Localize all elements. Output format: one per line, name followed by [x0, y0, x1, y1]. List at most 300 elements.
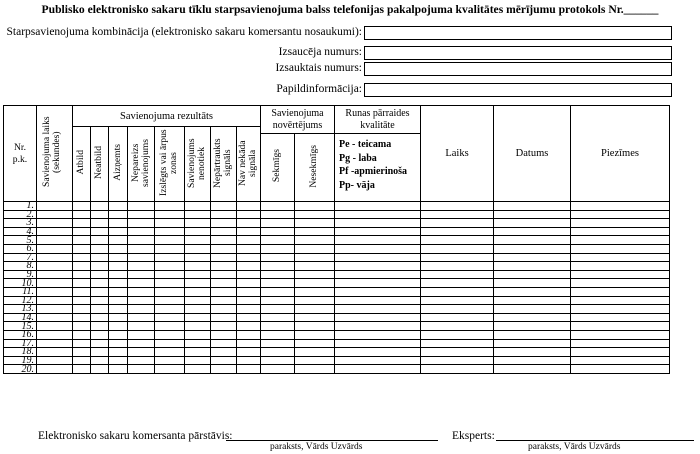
table-cell[interactable] — [37, 244, 73, 253]
table-cell[interactable] — [335, 305, 421, 314]
table-cell[interactable] — [155, 210, 185, 219]
table-cell[interactable] — [571, 313, 670, 322]
table-cell[interactable] — [295, 348, 335, 357]
table-cell[interactable] — [185, 348, 211, 357]
table-cell[interactable] — [128, 210, 155, 219]
table-cell[interactable] — [155, 219, 185, 228]
table-cell[interactable] — [128, 296, 155, 305]
table-cell[interactable] — [91, 348, 109, 357]
table-cell[interactable] — [295, 330, 335, 339]
table-cell[interactable] — [155, 356, 185, 365]
table-cell[interactable] — [109, 322, 128, 331]
table-cell[interactable] — [237, 365, 261, 374]
table-cell[interactable] — [571, 270, 670, 279]
table-cell[interactable] — [261, 202, 295, 211]
table-cell[interactable] — [73, 305, 91, 314]
table-cell[interactable] — [261, 313, 295, 322]
table-cell[interactable] — [237, 305, 261, 314]
table-cell[interactable] — [185, 305, 211, 314]
table-cell[interactable] — [128, 202, 155, 211]
table-cell[interactable] — [295, 262, 335, 271]
table-cell[interactable] — [91, 236, 109, 245]
caller-number-field[interactable] — [364, 46, 672, 60]
table-cell[interactable] — [185, 365, 211, 374]
table-cell[interactable] — [185, 202, 211, 211]
table-cell[interactable] — [109, 279, 128, 288]
table-cell[interactable] — [295, 296, 335, 305]
table-cell[interactable] — [211, 356, 237, 365]
table-cell[interactable] — [185, 313, 211, 322]
table-cell[interactable] — [261, 330, 295, 339]
table-cell[interactable] — [73, 227, 91, 236]
table-cell[interactable] — [91, 253, 109, 262]
table-cell[interactable] — [237, 356, 261, 365]
table-cell[interactable] — [261, 236, 295, 245]
table-cell[interactable] — [185, 236, 211, 245]
table-cell[interactable] — [421, 313, 494, 322]
table-cell[interactable] — [211, 210, 237, 219]
table-cell[interactable] — [571, 322, 670, 331]
table-cell[interactable] — [295, 287, 335, 296]
table-cell[interactable] — [128, 322, 155, 331]
table-cell[interactable] — [155, 313, 185, 322]
table-cell[interactable] — [73, 210, 91, 219]
table-cell[interactable] — [421, 244, 494, 253]
table-cell[interactable] — [494, 330, 571, 339]
table-cell[interactable] — [421, 279, 494, 288]
table-cell[interactable] — [494, 262, 571, 271]
table-cell[interactable] — [128, 279, 155, 288]
table-cell[interactable] — [335, 296, 421, 305]
table-cell[interactable] — [494, 244, 571, 253]
table-cell[interactable] — [91, 305, 109, 314]
table-cell[interactable] — [37, 219, 73, 228]
table-cell[interactable] — [91, 365, 109, 374]
table-cell[interactable] — [211, 253, 237, 262]
table-cell[interactable] — [211, 227, 237, 236]
table-cell[interactable] — [185, 227, 211, 236]
table-cell[interactable] — [109, 287, 128, 296]
table-cell[interactable] — [128, 219, 155, 228]
table-cell[interactable] — [261, 270, 295, 279]
table-cell[interactable] — [335, 313, 421, 322]
table-cell[interactable] — [211, 287, 237, 296]
table-cell[interactable] — [155, 227, 185, 236]
table-cell[interactable] — [261, 322, 295, 331]
table-cell[interactable] — [155, 270, 185, 279]
table-cell[interactable] — [295, 219, 335, 228]
table-cell[interactable] — [155, 296, 185, 305]
combination-field[interactable] — [364, 26, 672, 40]
table-cell[interactable] — [155, 236, 185, 245]
table-cell[interactable] — [109, 356, 128, 365]
table-cell[interactable] — [261, 287, 295, 296]
table-cell[interactable] — [109, 253, 128, 262]
table-cell[interactable] — [128, 330, 155, 339]
table-cell[interactable] — [261, 296, 295, 305]
table-cell[interactable] — [185, 330, 211, 339]
table-cell[interactable] — [261, 210, 295, 219]
table-cell[interactable] — [109, 270, 128, 279]
table-cell[interactable] — [295, 279, 335, 288]
table-cell[interactable] — [335, 322, 421, 331]
table-cell[interactable] — [109, 339, 128, 348]
table-cell[interactable] — [571, 287, 670, 296]
table-cell[interactable] — [128, 227, 155, 236]
table-cell[interactable] — [211, 244, 237, 253]
table-cell[interactable] — [335, 244, 421, 253]
table-cell[interactable] — [91, 313, 109, 322]
table-cell[interactable] — [335, 219, 421, 228]
table-cell[interactable] — [494, 236, 571, 245]
table-cell[interactable] — [73, 202, 91, 211]
table-cell[interactable] — [155, 253, 185, 262]
table-cell[interactable] — [237, 253, 261, 262]
table-cell[interactable] — [109, 305, 128, 314]
table-cell[interactable] — [109, 313, 128, 322]
table-cell[interactable] — [185, 296, 211, 305]
table-cell[interactable] — [295, 202, 335, 211]
table-cell[interactable] — [155, 322, 185, 331]
table-cell[interactable] — [185, 262, 211, 271]
table-cell[interactable] — [155, 287, 185, 296]
table-cell[interactable] — [37, 279, 73, 288]
table-cell[interactable] — [37, 330, 73, 339]
table-cell[interactable] — [237, 287, 261, 296]
table-cell[interactable] — [91, 287, 109, 296]
table-cell[interactable] — [211, 296, 237, 305]
table-cell[interactable] — [237, 202, 261, 211]
table-cell[interactable] — [211, 202, 237, 211]
table-cell[interactable] — [91, 227, 109, 236]
table-cell[interactable] — [494, 348, 571, 357]
table-cell[interactable] — [335, 279, 421, 288]
table-cell[interactable] — [571, 227, 670, 236]
table-cell[interactable] — [421, 365, 494, 374]
table-cell[interactable] — [237, 227, 261, 236]
table-cell[interactable] — [261, 305, 295, 314]
table-cell[interactable] — [91, 339, 109, 348]
table-cell[interactable] — [421, 210, 494, 219]
table-cell[interactable] — [295, 270, 335, 279]
table-cell[interactable] — [109, 219, 128, 228]
table-cell[interactable] — [91, 270, 109, 279]
table-cell[interactable] — [37, 287, 73, 296]
table-cell[interactable] — [295, 236, 335, 245]
table-cell[interactable] — [335, 330, 421, 339]
table-cell[interactable] — [37, 236, 73, 245]
table-cell[interactable] — [37, 339, 73, 348]
table-cell[interactable] — [571, 330, 670, 339]
table-cell[interactable] — [571, 202, 670, 211]
table-cell[interactable] — [421, 322, 494, 331]
table-cell[interactable] — [261, 279, 295, 288]
table-cell[interactable] — [237, 236, 261, 245]
table-cell[interactable] — [128, 339, 155, 348]
table-cell[interactable] — [185, 339, 211, 348]
table-cell[interactable] — [261, 227, 295, 236]
table-cell[interactable] — [335, 339, 421, 348]
table-cell[interactable] — [335, 348, 421, 357]
table-cell[interactable] — [37, 210, 73, 219]
table-cell[interactable] — [109, 262, 128, 271]
table-cell[interactable] — [109, 348, 128, 357]
table-cell[interactable] — [494, 227, 571, 236]
table-cell[interactable] — [128, 244, 155, 253]
table-cell[interactable] — [109, 330, 128, 339]
table-cell[interactable] — [185, 210, 211, 219]
table-cell[interactable] — [571, 219, 670, 228]
table-cell[interactable] — [128, 348, 155, 357]
table-cell[interactable] — [73, 296, 91, 305]
table-cell[interactable] — [295, 253, 335, 262]
table-cell[interactable] — [73, 262, 91, 271]
table-cell[interactable] — [261, 339, 295, 348]
table-cell[interactable] — [237, 313, 261, 322]
table-cell[interactable] — [335, 202, 421, 211]
table-cell[interactable] — [128, 253, 155, 262]
table-cell[interactable] — [571, 210, 670, 219]
table-cell[interactable] — [91, 210, 109, 219]
table-cell[interactable] — [91, 262, 109, 271]
table-cell[interactable] — [571, 253, 670, 262]
table-cell[interactable] — [155, 305, 185, 314]
table-cell[interactable] — [421, 356, 494, 365]
table-cell[interactable] — [237, 279, 261, 288]
table-cell[interactable] — [295, 322, 335, 331]
table-cell[interactable] — [494, 365, 571, 374]
table-cell[interactable] — [37, 227, 73, 236]
table-cell[interactable] — [91, 322, 109, 331]
table-cell[interactable] — [421, 287, 494, 296]
table-cell[interactable] — [91, 219, 109, 228]
table-cell[interactable] — [295, 356, 335, 365]
table-cell[interactable] — [571, 339, 670, 348]
table-cell[interactable] — [37, 365, 73, 374]
table-cell[interactable] — [185, 219, 211, 228]
table-cell[interactable] — [185, 244, 211, 253]
table-cell[interactable] — [335, 356, 421, 365]
table-cell[interactable] — [295, 244, 335, 253]
table-cell[interactable] — [421, 296, 494, 305]
table-cell[interactable] — [421, 348, 494, 357]
table-cell[interactable] — [109, 210, 128, 219]
table-cell[interactable] — [211, 279, 237, 288]
table-cell[interactable] — [261, 244, 295, 253]
table-cell[interactable] — [421, 270, 494, 279]
table-cell[interactable] — [73, 270, 91, 279]
table-cell[interactable] — [494, 202, 571, 211]
representative-signature-line[interactable] — [226, 440, 438, 441]
table-cell[interactable] — [155, 244, 185, 253]
table-cell[interactable] — [73, 313, 91, 322]
table-cell[interactable] — [155, 279, 185, 288]
table-cell[interactable] — [494, 296, 571, 305]
table-cell[interactable] — [155, 330, 185, 339]
extra-info-field[interactable] — [364, 83, 672, 97]
table-cell[interactable] — [109, 296, 128, 305]
table-cell[interactable] — [494, 305, 571, 314]
table-cell[interactable] — [494, 287, 571, 296]
table-cell[interactable] — [421, 305, 494, 314]
table-cell[interactable] — [211, 365, 237, 374]
table-cell[interactable] — [128, 365, 155, 374]
table-cell[interactable] — [37, 348, 73, 357]
table-cell[interactable] — [73, 348, 91, 357]
table-cell[interactable] — [211, 305, 237, 314]
table-cell[interactable] — [421, 262, 494, 271]
table-cell[interactable] — [261, 348, 295, 357]
table-cell[interactable] — [73, 279, 91, 288]
table-cell[interactable] — [109, 236, 128, 245]
table-cell[interactable] — [421, 330, 494, 339]
table-cell[interactable] — [211, 330, 237, 339]
table-cell[interactable] — [295, 210, 335, 219]
table-cell[interactable] — [128, 287, 155, 296]
table-cell[interactable] — [185, 356, 211, 365]
table-cell[interactable] — [128, 313, 155, 322]
table-cell[interactable] — [37, 296, 73, 305]
table-cell[interactable] — [128, 236, 155, 245]
table-cell[interactable] — [37, 313, 73, 322]
table-cell[interactable] — [211, 348, 237, 357]
table-cell[interactable] — [211, 322, 237, 331]
table-cell[interactable] — [37, 305, 73, 314]
table-cell[interactable] — [494, 253, 571, 262]
table-cell[interactable] — [91, 244, 109, 253]
table-cell[interactable] — [185, 287, 211, 296]
table-cell[interactable] — [494, 339, 571, 348]
table-cell[interactable] — [128, 270, 155, 279]
table-cell[interactable] — [571, 356, 670, 365]
table-cell[interactable] — [211, 313, 237, 322]
table-cell[interactable] — [421, 219, 494, 228]
table-cell[interactable] — [494, 279, 571, 288]
table-cell[interactable] — [237, 348, 261, 357]
table-cell[interactable] — [109, 244, 128, 253]
table-cell[interactable] — [91, 202, 109, 211]
table-cell[interactable] — [37, 356, 73, 365]
table-cell[interactable] — [494, 270, 571, 279]
table-cell[interactable] — [73, 339, 91, 348]
table-cell[interactable] — [237, 210, 261, 219]
table-cell[interactable] — [109, 227, 128, 236]
table-cell[interactable] — [261, 356, 295, 365]
table-cell[interactable] — [261, 253, 295, 262]
table-cell[interactable] — [335, 210, 421, 219]
table-cell[interactable] — [335, 227, 421, 236]
table-cell[interactable] — [73, 287, 91, 296]
table-cell[interactable] — [128, 356, 155, 365]
table-cell[interactable] — [155, 339, 185, 348]
table-cell[interactable] — [295, 227, 335, 236]
table-cell[interactable] — [237, 296, 261, 305]
table-cell[interactable] — [211, 339, 237, 348]
table-cell[interactable] — [128, 305, 155, 314]
table-cell[interactable] — [421, 339, 494, 348]
table-cell[interactable] — [295, 339, 335, 348]
table-cell[interactable] — [335, 262, 421, 271]
table-cell[interactable] — [261, 262, 295, 271]
table-cell[interactable] — [73, 244, 91, 253]
table-cell[interactable] — [91, 296, 109, 305]
table-cell[interactable] — [37, 202, 73, 211]
table-cell[interactable] — [73, 236, 91, 245]
table-cell[interactable] — [73, 365, 91, 374]
table-cell[interactable] — [211, 236, 237, 245]
table-cell[interactable] — [91, 279, 109, 288]
table-cell[interactable] — [571, 279, 670, 288]
table-cell[interactable] — [494, 356, 571, 365]
table-cell[interactable] — [421, 236, 494, 245]
table-cell[interactable] — [571, 348, 670, 357]
table-cell[interactable] — [155, 365, 185, 374]
table-cell[interactable] — [421, 253, 494, 262]
table-cell[interactable] — [571, 296, 670, 305]
table-cell[interactable] — [571, 365, 670, 374]
table-cell[interactable] — [421, 227, 494, 236]
table-cell[interactable] — [335, 253, 421, 262]
table-cell[interactable] — [185, 279, 211, 288]
table-cell[interactable] — [571, 305, 670, 314]
table-cell[interactable] — [335, 365, 421, 374]
table-cell[interactable] — [73, 322, 91, 331]
table-cell[interactable] — [155, 202, 185, 211]
table-cell[interactable] — [73, 330, 91, 339]
table-cell[interactable] — [494, 313, 571, 322]
table-cell[interactable] — [295, 305, 335, 314]
table-cell[interactable] — [261, 219, 295, 228]
table-cell[interactable] — [109, 202, 128, 211]
table-cell[interactable] — [73, 219, 91, 228]
table-cell[interactable] — [335, 287, 421, 296]
table-cell[interactable] — [211, 219, 237, 228]
table-cell[interactable] — [155, 262, 185, 271]
table-cell[interactable] — [494, 219, 571, 228]
table-cell[interactable] — [237, 219, 261, 228]
callee-number-field[interactable] — [364, 62, 672, 76]
table-cell[interactable] — [91, 330, 109, 339]
table-cell[interactable] — [37, 270, 73, 279]
expert-signature-line[interactable] — [496, 440, 694, 441]
table-cell[interactable] — [128, 262, 155, 271]
table-cell[interactable] — [571, 236, 670, 245]
table-cell[interactable] — [295, 313, 335, 322]
table-cell[interactable] — [571, 244, 670, 253]
table-cell[interactable] — [237, 339, 261, 348]
table-cell[interactable] — [237, 262, 261, 271]
table-cell[interactable] — [261, 365, 295, 374]
table-cell[interactable] — [237, 322, 261, 331]
table-cell[interactable] — [335, 270, 421, 279]
table-cell[interactable] — [37, 262, 73, 271]
table-cell[interactable] — [237, 330, 261, 339]
table-cell[interactable] — [73, 356, 91, 365]
table-cell[interactable] — [155, 348, 185, 357]
table-cell[interactable] — [73, 253, 91, 262]
table-cell[interactable] — [335, 236, 421, 245]
table-cell[interactable] — [211, 270, 237, 279]
table-cell[interactable] — [421, 202, 494, 211]
table-cell[interactable] — [185, 322, 211, 331]
table-cell[interactable] — [185, 253, 211, 262]
table-cell[interactable] — [237, 244, 261, 253]
table-cell[interactable] — [91, 356, 109, 365]
table-cell[interactable] — [109, 365, 128, 374]
table-cell[interactable] — [37, 253, 73, 262]
table-cell[interactable] — [37, 322, 73, 331]
table-cell[interactable] — [295, 365, 335, 374]
